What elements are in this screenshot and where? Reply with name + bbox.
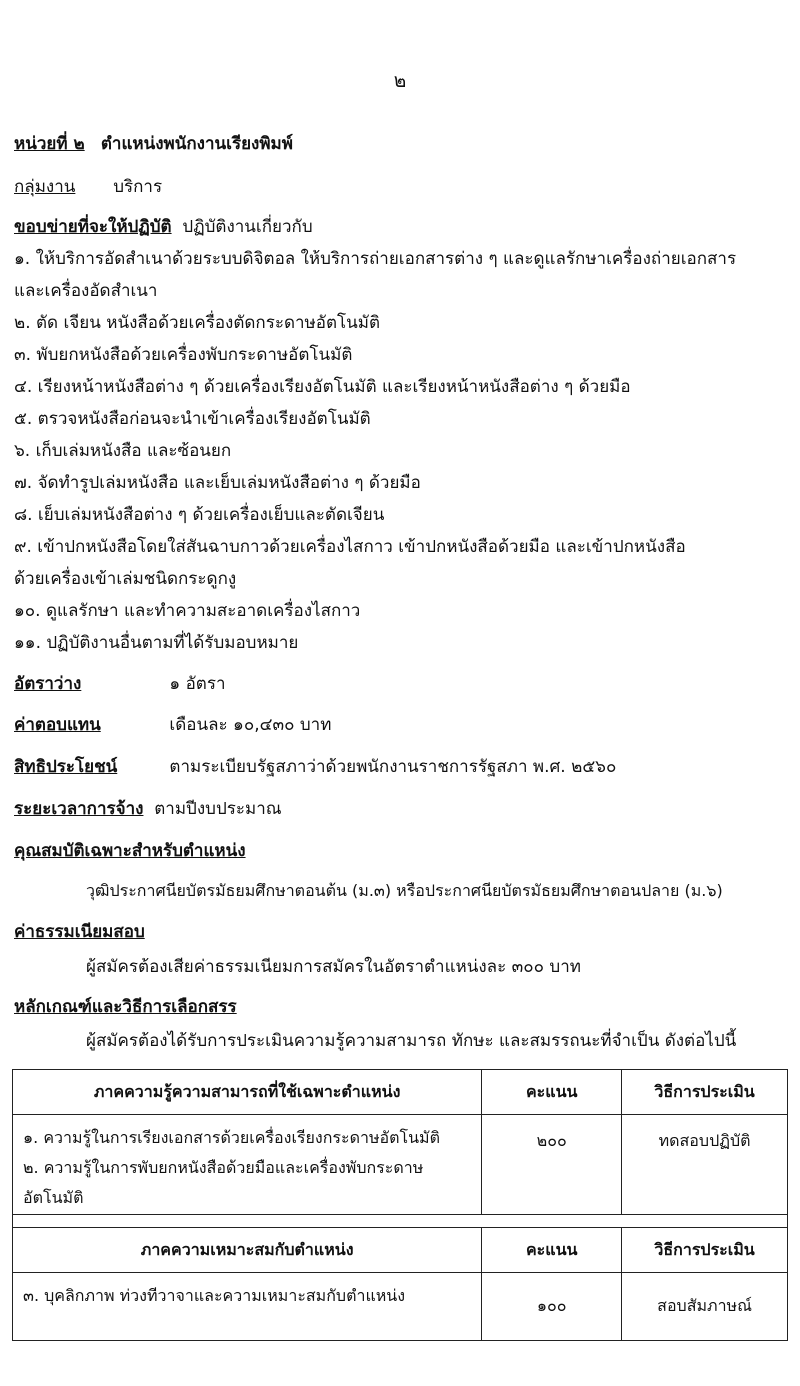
table-header-row [13, 1070, 788, 1115]
duties-intro: ปฏิบัติงานเกี่ยวกับ [182, 217, 313, 237]
group-value: บริการ [113, 177, 163, 197]
table-item: ๓. บุคลิกภาพ ท่วงทีวาจาและความเหมาะสมกับตำแหน่ง [23, 1286, 406, 1305]
term-value: ตามปีงบประมาณ [154, 799, 282, 819]
benefits-label: สิทธิประโยชน์ [14, 757, 118, 777]
table-header-row [13, 1228, 788, 1273]
duty-item: ๓. พับยกหนังสือด้วยเครื่องพับกระดาษอัตโนมัติ [14, 345, 353, 365]
qualification-text: วุฒิประกาศนียบัตรมัธยมศึกษาตอนต้น (ม.๓) หรือประกาศนียบัตรมัธยมศึกษาตอนปลาย (ม.๖) [86, 881, 723, 900]
vacancy-row [14, 671, 786, 697]
table-item: ๒. ความรู้ในการพับยกหนังสือด้วยมือและเครื่องพับกระดาษอัตโนมัติ [23, 1158, 424, 1207]
criteria-heading [14, 994, 786, 1020]
qualification-heading [14, 838, 786, 864]
table-header-method: วิธีการประเมิน [622, 1228, 788, 1273]
fee-text: ผู้สมัครต้องเสียค่าธรรมเนียมการสมัครในอัตราตำแหน่งละ ๓๐๐ บาท [86, 957, 581, 977]
table-cell-score: ๑๐๐ [482, 1273, 622, 1341]
table-item: ๑. ความรู้ในการเรียงเอกสารด้วยเครื่องเรียงกระดาษอัตโนมัติ [23, 1128, 440, 1147]
qualification-label: คุณสมบัติเฉพาะสำหรับตำแหน่ง [14, 841, 246, 861]
group-label: กลุ่มงาน [14, 177, 76, 197]
fee-heading [14, 919, 786, 945]
duty-item: ๗. จัดทำรูปเล่มหนังสือ และเย็บเล่มหนังสือต่าง ๆ ด้วยมือ [14, 473, 421, 493]
table-header-score: คะแนน [482, 1228, 622, 1273]
salary-row [14, 712, 786, 738]
salary-value: เดือนละ ๑๐,๔๓๐ บาท [169, 715, 332, 735]
duty-item: ๔. เรียงหน้าหนังสือต่าง ๆ ด้วยเครื่องเรียงอัตโนมัติ และเรียงหน้าหนังสือต่าง ๆ ด้วยมือ [14, 377, 631, 397]
assessment-table [12, 1069, 788, 1341]
duty-item: ๕. ตรวจหนังสือก่อนจะนำเข้าเครื่องเรียงอัตโนมัติ [14, 409, 371, 429]
page-number: ๒ [393, 70, 407, 92]
salary-label: ค่าตอบแทน [14, 715, 101, 735]
unit-label: หน่วยที่ ๒ [14, 134, 85, 154]
table-row [13, 1115, 788, 1215]
duty-item: ๑. ให้บริการอัดสำเนาด้วยระบบดิจิตอล ให้บริการถ่ายเอกสารต่าง ๆ และดูแลรักษาเครื่องถ่ายเอกสาร [14, 249, 737, 269]
unit-heading [14, 131, 786, 157]
duty-item: ๖. เก็บเล่มหนังสือ และซ้อนยก [14, 441, 232, 461]
duty-item: ๑๑. ปฏิบัติงานอื่นตามที่ได้รับมอบหมาย [14, 633, 299, 653]
duty-item: ด้วยเครื่องเข้าเล่มชนิดกระดูกงู [14, 569, 237, 589]
benefits-row [14, 754, 786, 780]
term-row [14, 796, 786, 822]
group-row [14, 174, 786, 200]
table-cell-method: ทดสอบปฏิบัติ [622, 1115, 788, 1215]
table-row [13, 1273, 788, 1341]
duty-item: และเครื่องอัดสำเนา [14, 281, 158, 301]
duties-label: ขอบข่ายที่จะให้ปฏิบัติ [14, 217, 172, 237]
table-header-section2: ภาคความเหมาะสมกับตำแหน่ง [13, 1228, 482, 1273]
duty-item: ๑๐. ดูแลรักษา และทำความสะอาดเครื่องไสกาว [14, 601, 361, 621]
unit-title: ตำแหน่งพนักงานเรียงพิมพ์ [100, 134, 293, 154]
vacancy-label: อัตราว่าง [14, 674, 82, 694]
vacancy-value: ๑ อัตรา [169, 674, 226, 694]
table-header-section1: ภาคความรู้ความสามารถที่ใช้เฉพาะตำแหน่ง [13, 1070, 482, 1115]
term-label: ระยะเวลาการจ้าง [14, 799, 144, 819]
fee-label: ค่าธรรมเนียมสอบ [14, 922, 145, 942]
table-cell-items [13, 1273, 482, 1341]
table-spacer [13, 1215, 788, 1228]
benefits-value: ตามระเบียบรัฐสภาว่าด้วยพนักงานราชการรัฐสภา พ.ศ. ๒๕๖๐ [169, 757, 617, 777]
duty-item: ๒. ตัด เจียน หนังสือด้วยเครื่องตัดกระดาษอัตโนมัติ [14, 313, 381, 333]
table-cell-score: ๒๐๐ [482, 1115, 622, 1215]
table-cell-method: สอบสัมภาษณ์ [622, 1273, 788, 1341]
table-cell-items [13, 1115, 482, 1215]
table-header-method: วิธีการประเมิน [622, 1070, 788, 1115]
duty-item: ๙. เข้าปกหนังสือโดยใส่สันฉาบกาวด้วยเครื่องไสกาว เข้าปกหนังสือด้วยมือ และเข้าปกหนังสือ [14, 537, 686, 557]
criteria-text: ผู้สมัครต้องได้รับการประเมินความรู้ความสามารถ ทักษะ และสมรรถนะที่จำเป็น ดังต่อไปนี้ [86, 1031, 737, 1051]
table-header-score: คะแนน [482, 1070, 622, 1115]
duties-heading [14, 214, 786, 240]
criteria-label: หลักเกณฑ์และวิธีการเลือกสรร [14, 997, 237, 1017]
duty-item: ๘. เย็บเล่มหนังสือต่าง ๆ ด้วยเครื่องเย็บและตัดเจียน [14, 505, 385, 525]
